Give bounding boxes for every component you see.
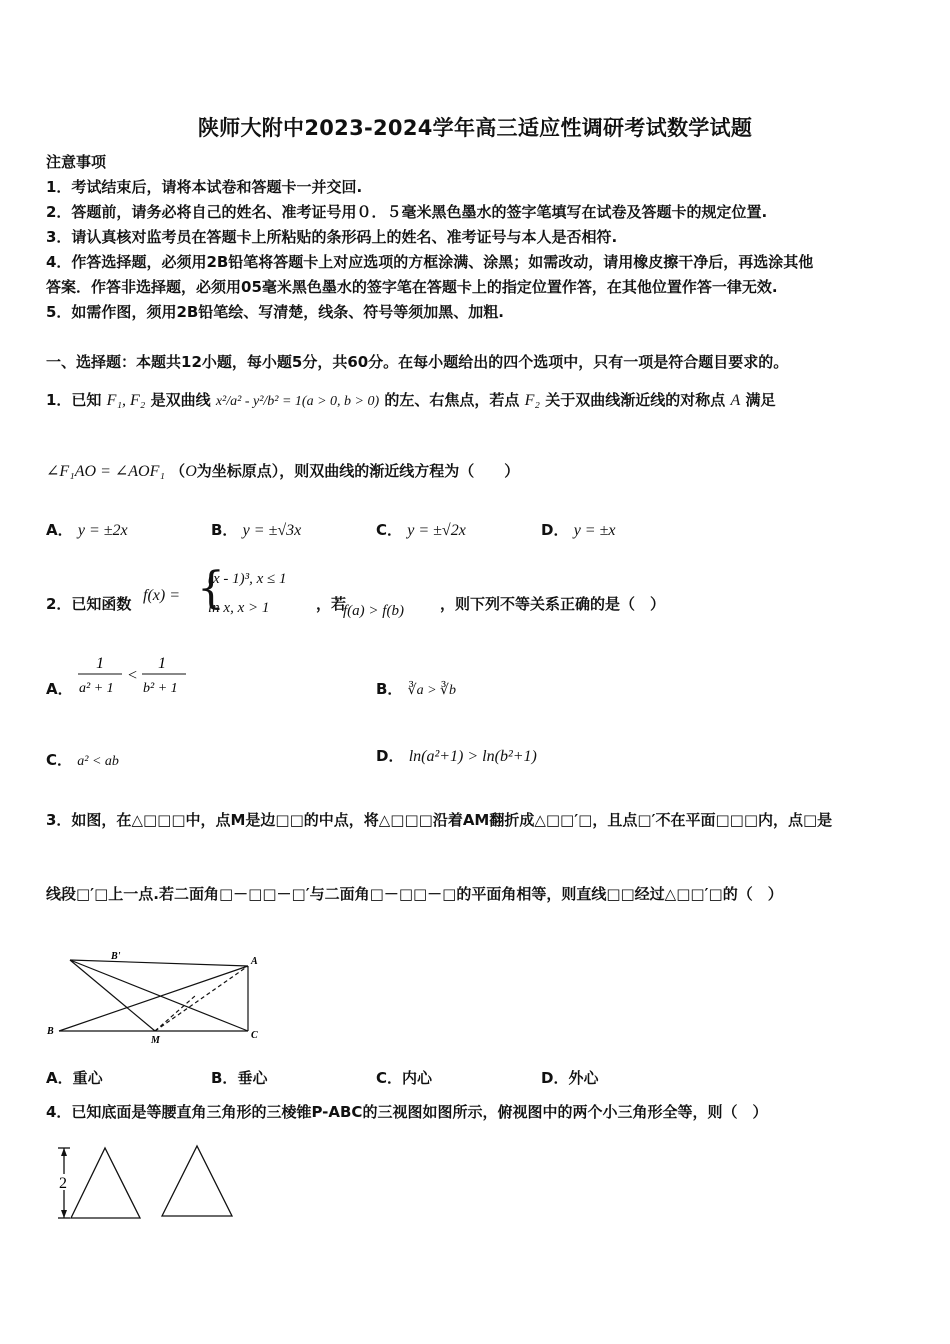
notice-item-2: 2．答题前，请务必将自己的姓名、准考证号用０．５毫米黑色墨水的签字笔填写在试卷及答题卡的规定位置. <box>46 203 768 221</box>
q3-line-2: 线段□′□上一点.若二面角□－□□－□′与二面角□－□□－□的平面角相等，则直线□□经过△□□′□的（ ） <box>46 885 783 903</box>
q1-option-c[interactable] <box>376 519 466 540</box>
q3-option-a[interactable] <box>46 1067 103 1088</box>
q1-hyperbola-eq: x²/a² - y²/b² = 1(a > 0, b > 0) <box>215 394 380 409</box>
svg-text:a² + 1: a² + 1 <box>79 681 114 696</box>
side-view-triangle <box>162 1146 232 1216</box>
q2-option-c[interactable] <box>46 749 119 770</box>
q1-option-b[interactable] <box>211 519 301 540</box>
q3-line-1: 3．如图，在△□□□中，点M是边□□的中点，将△□□□沿着AM翻折成△□□′□，且点□′不在平面□□□内，点□是 <box>46 811 833 829</box>
dimension-label: 2 <box>59 1175 67 1192</box>
option-text: 垂心 <box>237 1069 268 1087</box>
option-expr: ∛a > ∛b <box>407 683 456 698</box>
q2-text2: ，则下列不等关系正确的是（ ） <box>440 595 666 613</box>
option-text: 内心 <box>402 1069 433 1087</box>
q2-num: 2．已知函数 <box>46 595 132 613</box>
q2-option-a[interactable] <box>46 678 73 699</box>
q4-three-view-figure <box>50 1140 250 1226</box>
q2-option-d[interactable] <box>376 745 537 766</box>
option-label: C． <box>376 521 403 539</box>
option-label: D． <box>541 1069 569 1087</box>
q2-condition: f(a) > f(b) <box>343 603 404 619</box>
section-heading: 一、选择题：本题共12小题，每小题5分，共60分。在每小题给出的四个选项中，只有一项是符合题目要求的。 <box>46 353 789 371</box>
q1-text2: 的左、右焦点，若点 <box>384 391 520 409</box>
arrow-down-icon <box>61 1210 67 1218</box>
option-text: 重心 <box>72 1069 103 1087</box>
q1-origin: O <box>185 463 197 480</box>
q3-figure <box>45 948 270 1048</box>
q2-case-2: ln x, x > 1 <box>208 600 270 616</box>
q2-brace: { <box>197 563 225 614</box>
option-label: C． <box>46 751 73 769</box>
q3-option-c[interactable] <box>376 1067 432 1088</box>
q1-text5: 为坐标原点），则双曲线的渐近线方程为（ ） <box>196 462 520 480</box>
notice-item-4-cont: 答案．作答非选择题，必须用05毫米黑色墨水的签字笔在答题卡上的指定位置作答，在其他位置作答一律无效. <box>46 278 778 296</box>
svg-text:<: < <box>128 667 138 684</box>
q1-option-a[interactable] <box>46 519 128 540</box>
option-text: 外心 <box>568 1069 599 1087</box>
q3-option-b[interactable] <box>211 1067 267 1088</box>
label-bprime: B' <box>111 951 121 962</box>
option-label: D． <box>541 521 569 539</box>
option-label: D． <box>376 747 404 765</box>
notice-item-1: 1．考试结束后，请将本试卷和答题卡一并交回. <box>46 178 363 196</box>
option-expr: ln(a²+1) > ln(b²+1) <box>408 748 537 765</box>
label-b: B <box>47 1026 54 1037</box>
option-label: B． <box>211 1069 238 1087</box>
fraction-expression <box>76 652 196 698</box>
option-expr: y = ±√3x <box>242 522 302 539</box>
edge-bprime-m <box>70 960 155 1031</box>
q1-option-d[interactable] <box>541 519 615 540</box>
option-label: B． <box>376 680 403 698</box>
q2-fx: f(x) = <box>143 587 180 604</box>
label-m: M <box>151 1035 160 1046</box>
option-label: A． <box>46 1069 73 1087</box>
option-expr: y = ±2x <box>77 522 128 539</box>
notice-item-4: 4．作答选择题，必须用2B铅笔将答题卡上对应选项的方框涂满、涂黑；如需改动，请用橡皮擦干净后，再选涂其他 <box>46 253 814 271</box>
q1-num: 1．已知 <box>46 391 102 409</box>
option-label: C． <box>376 1069 403 1087</box>
dashed-m-a <box>155 966 248 1031</box>
q2-option-a-expr <box>76 652 196 702</box>
option-label: A． <box>46 680 73 698</box>
label-c: C <box>251 1030 258 1041</box>
option-label: B． <box>211 521 238 539</box>
q2-text1: ，若 <box>316 595 347 613</box>
option-label: A． <box>46 521 73 539</box>
option-expr: y = ±x <box>573 522 616 539</box>
q1-text4: 满足 <box>745 391 776 409</box>
q1-paren: （ <box>170 462 186 480</box>
option-expr: y = ±√2x <box>407 522 466 539</box>
q2-case-1: (x - 1)³, x ≤ 1 <box>208 571 287 587</box>
q1-text1: 是双曲线 <box>150 391 211 409</box>
svg-text:b² + 1: b² + 1 <box>143 681 178 696</box>
q1-foci: F₁, F₂ <box>106 392 146 409</box>
notice-item-5: 5．如需作图，须用2B铅笔绘、写清楚，线条、符号等须加黑、加粗. <box>46 303 505 321</box>
q1-f2: F₂ <box>524 392 540 409</box>
q1-point-a: A <box>730 392 741 409</box>
edge-b-a <box>59 966 248 1031</box>
svg-text:1: 1 <box>158 655 166 672</box>
label-a: A <box>251 956 258 967</box>
svg-text:1: 1 <box>96 655 104 672</box>
q4-text: 4．已知底面是等腰直角三角形的三棱锥P-ABC的三视图如图所示，俯视图中的两个小三角形全等，则（ ） <box>46 1103 768 1121</box>
arrow-up-icon <box>61 1148 67 1156</box>
front-view-triangle <box>71 1148 140 1218</box>
notice-item-3: 3．请认真核对监考员在答题卡上所粘贴的条形码上的姓名、准考证号与本人是否相符. <box>46 228 618 246</box>
notice-heading: 注意事项 <box>46 153 107 171</box>
page-title: 陕师大附中2023-2024学年高三适应性调研考试数学试题 <box>197 116 753 140</box>
option-expr: a² < ab <box>77 754 119 769</box>
edge-bprime-a <box>70 960 248 966</box>
edge-bprime-c <box>70 960 248 1031</box>
q2-option-b[interactable] <box>376 678 456 699</box>
q1-text3: 关于双曲线渐近线的对称点 <box>545 391 726 409</box>
q3-option-d[interactable] <box>541 1067 598 1088</box>
q1-angle-condition: ∠F₁AO = ∠AOF₁ <box>46 463 165 480</box>
